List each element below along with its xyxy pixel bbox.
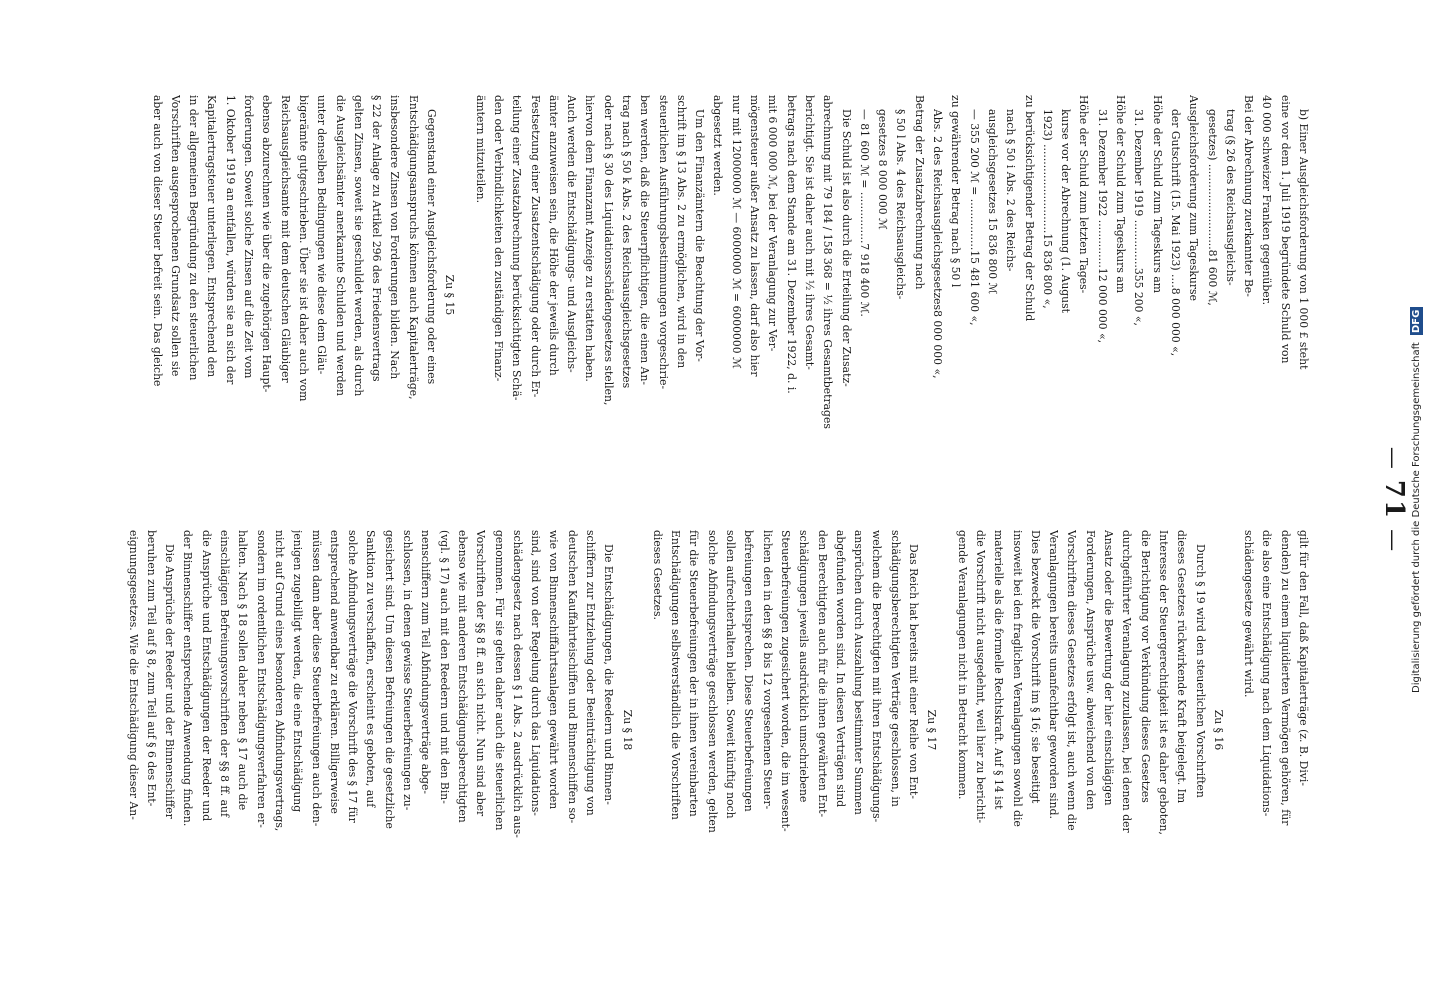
text-line xyxy=(855,95,873,495)
section-heading: Zu § 16 xyxy=(1211,709,1225,751)
text-line: gende Veranlagungen nicht in Betracht kommen. xyxy=(955,530,969,800)
text-line xyxy=(1227,530,1239,930)
text-line: durchgeführter Veranlagung zuzulassen, bei denen der xyxy=(1120,530,1134,833)
text-line: bigerämte gutgeschrieben. Über sie ist daher auch vom xyxy=(296,95,310,402)
line-label: 31. Dezember 1922 .............. xyxy=(1095,109,1109,268)
text-line: beruhen zum Teil auf § 8, zum Teil auf § 6 des Ent- xyxy=(144,530,158,807)
text-line xyxy=(1038,95,1056,495)
text-line: die Berichtigung vor Verkündung dieses Gesetzes xyxy=(1138,530,1152,803)
text-line: Entschädigungsanspruchs können auch Kapitalerträge, xyxy=(406,95,420,400)
text-line xyxy=(1166,95,1184,495)
text-line: die also eine Entschädigung nach dem Liquidations- xyxy=(1260,530,1274,817)
text-line: (vgl. § 17) auch mit den Reedern und mit den Bin- xyxy=(437,530,451,804)
text-line: Forderungen, Ansprüche usw. abweichend von den xyxy=(1083,530,1097,810)
text-line: 1. Oktober 1919 an entfallen, würden sie an sich der xyxy=(223,95,237,385)
digitization-credit xyxy=(1410,60,1428,940)
line-label: 1923) .......................... xyxy=(1040,109,1054,234)
text-line: befreiungen entsprechen. Diese Steuerbefreiungen xyxy=(742,530,756,812)
text-line: kurse vor der Abrechnung (1. August xyxy=(1059,109,1073,314)
text-line: nur mit 12000000 ℳ — 6000000 ℳ = 6000000 ℳ xyxy=(729,95,743,369)
text-line: welchem die Berechtigten mit ihren Entschädigungs- xyxy=(870,530,884,823)
text-line: ebenso abzurechnen wie über die zugehörigen Haupt- xyxy=(260,95,274,393)
text-line: ausgleichsgesetzes 15 836 800 ℳ xyxy=(985,109,999,295)
text-line: für die Steuerbefreiungen der in ihnen vereinbarten xyxy=(687,530,701,817)
line-label: gesetzes) ......................... xyxy=(1205,109,1219,250)
section-heading: Zu § 15 xyxy=(443,274,457,316)
text-line: nach § 50 i Abs. 2 des Reichs- xyxy=(1004,109,1018,272)
text-line: in der allgemeinen Begründung zu den steuerlichen xyxy=(187,95,201,381)
text-line: Sanktion zu verschaffen, erscheint es geboten, auf xyxy=(364,530,378,808)
text-line: Interesse der Steuergerechtigkeit ist es daher geboten, xyxy=(1156,530,1170,835)
text-line: zu berücksichtigender Betrag der Schuld xyxy=(1022,95,1036,322)
text-line: zu gewährender Betrag nach § 50 l xyxy=(949,95,963,288)
text-line: teilung einer Zusatzabrechnung berücksichtigten Schä- xyxy=(510,95,524,401)
text-line: Festsetzung einer Zusatzentschädigung oder durch Er- xyxy=(528,95,542,398)
text-line: Die Ansprüche der Reeder und der Binnenschiffer xyxy=(163,544,177,819)
text-line: jenigen zugebilligt werden, die eine Entschädigung xyxy=(291,530,305,813)
text-line: Dies bezweckt die Vorschrift im § 16; sie beseitigt xyxy=(1028,530,1042,804)
text-line: ben werden, daß die Steuerpflichtigen, die einen An- xyxy=(638,95,652,386)
text-line: Vorschriften der §§ 8 ff. an sich nicht. Nun sind aber xyxy=(474,530,488,817)
text-line: insoweit bei den fraglichen Veranlagungen sowohl die xyxy=(1010,530,1024,827)
text-line: den oder Verbindlichkeiten den zuständigen Finanz- xyxy=(491,95,505,382)
text-line: die Ausgleichsämter anerkannte Schulden und werden xyxy=(333,95,347,397)
text-line: trag (§ 26 des Reichsausgleichs- xyxy=(1223,109,1237,286)
text-line: Höhe der Schuld zum Tageskurs am xyxy=(1114,95,1128,293)
text-line: Vorschriften dieses Gesetzes erfolgt ist, auch wenn die xyxy=(1065,530,1079,831)
line-amount: 8 000 000 «, xyxy=(1168,287,1182,357)
text-line: eignungsgesetzes. Wie die Entschädigung dieser An- xyxy=(126,530,140,820)
text-line: abgefunden worden sind. In diesen Verträgen sind xyxy=(833,530,847,808)
text-line: oder nach § 30 des Liquidationsschädengesetzes stellen, xyxy=(601,95,615,406)
line-label: 31. Dezember 1919 .............. xyxy=(1132,109,1146,268)
text-line: gelten Zinsen, soweit sie geschuldet werden, als durch xyxy=(351,95,365,397)
text-line: schrift im § 13 Abs. 2 zu ermöglichen, wird in den xyxy=(674,95,688,369)
text-line: betrags nach dem Stande am 31. Dezember 1922, d. i. xyxy=(784,95,798,394)
text-line: schädigungsberechtigten Verträge geschlossen, in xyxy=(888,530,902,807)
text-line: Höhe der Schuld zum letzten Tages- xyxy=(1077,95,1091,294)
text-line: müssen dann aber diese Steuerbefreiungen auch den- xyxy=(309,530,323,827)
text-line: gilt für den Fall, daß Kapitalerträge (z. B. Divi- xyxy=(1297,530,1310,786)
text-line: Ansatz oder die Bewertung der hier einschlägigen xyxy=(1102,530,1116,806)
text-line: Betrag der Zusatzabrechnung nach xyxy=(912,95,926,290)
text-line: mit 6 000 000 ℳ, bei der Veranlagung zur Ver- xyxy=(766,95,780,352)
text-line: schädengesetz nach dessen § 1 Abs. 2 ausdrücklich aus- xyxy=(510,530,524,838)
text-line: der Binnenschiffer entsprechende Anwendung finden. xyxy=(181,530,195,827)
text-line: Das Reich hat bereits mit einer Reihe von Ent- xyxy=(907,544,921,800)
line-label: der Gutschrift (15. Mai 1923) .... xyxy=(1168,109,1182,288)
line-label: — 355 200 ℳ = ............... xyxy=(967,109,981,251)
text-line: aber auch von dieser Steuer befreit sein. Das gleiche xyxy=(150,95,164,387)
text-line: halten. Nach § 18 sollen daher neben § 17 auch die xyxy=(236,530,250,811)
text-line xyxy=(928,95,946,495)
line-amount: 12 000 000 «, xyxy=(1095,267,1109,344)
text-line: Steuerbefreiungen zugesichert worden, die im wesent- xyxy=(778,530,792,832)
text-line: Durch § 19 wird den steuerlichen Vorschriften xyxy=(1193,544,1207,798)
text-line: ämter anzuweisen sein, die Höhe der jeweils durch xyxy=(546,95,560,376)
text-line: nicht auf Grund eines besonderen Abfindungsvertrags, xyxy=(272,530,286,832)
text-line: Die Entschädigungen, die Reedern und Binnen- xyxy=(602,544,616,805)
line-label: Abs. 2 des Reichsausgleichsgesetzes xyxy=(931,109,945,311)
text-line: die Vorschrift nicht ausgedehnt, weil hier zu berichti- xyxy=(973,530,987,824)
text-line: Entschädigungen selbstverständlich die Vorschriften xyxy=(669,530,683,820)
text-line: genommen. Für sie gelten daher auch die steuerlichen xyxy=(492,530,506,831)
text-line: schädigungen jeweils ausdrücklich umschriebene xyxy=(797,530,811,803)
text-line: entsprechend anwendbar zu erklären. Billigerweise xyxy=(327,530,341,814)
text-line: Gegenstand einer Ausgleichsforderung oder eines xyxy=(425,109,439,385)
text-line: eine vor dem 1. Juli 1919 begründete Schuld von xyxy=(1278,95,1292,364)
line-amount: 15 836 800 «, xyxy=(1040,233,1054,309)
text-line: abgesetzt werden. xyxy=(711,95,725,196)
text-line xyxy=(1202,95,1220,495)
text-line: den Berechtigten auch für die ihnen gewährten Ent- xyxy=(815,530,829,818)
text-line: forderungen. Soweit solche Zinsen auf die Zeit vom xyxy=(242,95,256,379)
line-amount: 15 481 600 «, xyxy=(967,250,981,326)
text-line: sondern im ordentlichen Entschädigungsverfahren er- xyxy=(254,530,268,828)
text-line: § 50 l Abs. 4 des Reichsausgleichs- xyxy=(894,109,908,300)
column-left xyxy=(147,95,1312,495)
text-line: Vorschriften ausgesprochenen Grundsatz sollen sie xyxy=(168,95,182,377)
text-line: einschlägigen Befreiungsvorschriften der §§ 8 ff. auf xyxy=(218,530,232,817)
text-line: schlossen, in denen gewisse Steuerbefreiungen zu- xyxy=(401,530,415,811)
page-number: — 71 — xyxy=(1379,446,1409,554)
text-line xyxy=(636,530,648,930)
text-line: trag nach § 50 k Abs. 2 des Reichsausgleichsgesetzes xyxy=(620,95,634,389)
text-line: sind, sind von der Regelung durch das Liquidations- xyxy=(529,530,543,816)
line-amount: 7 918 400 ℳ. xyxy=(857,243,871,317)
text-line: b) Einer Ausgleichsforderung von 1 000 £ steht xyxy=(1297,109,1310,370)
text-line: Kapitalertragsteuer unterliegen. Entsprechend den xyxy=(205,95,219,378)
text-line: dieses Gesetzes rückwirkende Kraft beigelegt. Im xyxy=(1175,530,1189,804)
text-line: materielle als die formelle Rechtskraft. Auf § 14 ist xyxy=(992,530,1006,810)
text-line: ämtern mitzuteilen. xyxy=(473,95,487,204)
text-line: abrechnung mit 79 184 / 158 368 = ½ ihres Gesamtbetrages xyxy=(821,95,835,429)
section-heading: Zu § 17 xyxy=(925,709,939,751)
text-line: solche Abfindungsverträge die Vorschrift des § 17 für xyxy=(346,530,360,823)
text-line: insbesondere Zinsen von Forderungen bilden. Nach xyxy=(388,95,402,380)
text-line: sollen aufrechterhalten bleiben. Soweit künftig noch xyxy=(724,530,738,819)
text-line: lichen den in den §§ 8 bis 12 vorgesehenen Steuer- xyxy=(760,530,774,810)
text-line: Reichsausgleichsamte mit dem deutschen Gläubiger xyxy=(278,95,292,383)
text-line xyxy=(1092,95,1110,495)
text-line: Ausgleichsforderung zum Tageskurse xyxy=(1187,95,1201,301)
line-label: — 81 600 ℳ = ............... xyxy=(857,109,871,244)
section-heading: Zu § 18 xyxy=(620,709,634,751)
text-line: Höhe der Schuld zum Tageskurs am xyxy=(1150,95,1164,293)
text-line: mögensteuer außer Ansatz zu lassen, darf also hier xyxy=(748,95,762,377)
line-amount: 8 000 000 «, xyxy=(931,310,945,379)
text-line xyxy=(458,95,470,495)
column-right xyxy=(123,530,1312,930)
credit-text: Digitalisierung gefördert durch die Deutsche Forschungsgemeinschaft xyxy=(1411,341,1422,693)
text-line: Um den Finanzämtern die Beachtung der Vor- xyxy=(693,109,707,362)
text-line: dieses Gesetzes. xyxy=(650,530,664,620)
text-line: nenschiffern zum Teil Abfindungsverträge abge- xyxy=(419,530,433,795)
text-line: die Ansprüche und Entschädigungen der Reeder und xyxy=(199,530,213,822)
text-line: unter denselben Bedingungen wie diese dem Gläu- xyxy=(315,95,329,375)
text-line: ebenso wie mit anderen Entschädigungsberechtigten xyxy=(455,530,469,823)
text-line: § 22 der Anlage zu Artikel 296 des Friedensvertrags xyxy=(370,95,384,382)
text-line: berichtigt. Sie ist daher auch mit ½ ihres Gesamt- xyxy=(802,95,816,370)
line-amount: 81 600 ℳ, xyxy=(1205,249,1219,306)
text-line: Veranlagungen bereits unanfechtbar geworden sind. xyxy=(1047,530,1061,819)
text-line xyxy=(964,95,982,495)
text-line xyxy=(1129,95,1147,495)
text-line: wie von Binnenschiffahrtsanlagen gewährt worden xyxy=(547,530,561,810)
text-line: steuerlichen Ausführungsbestimmungen vorgeschrie- xyxy=(656,95,670,390)
text-line: Bei der Abrechnung zuerkannter Be- xyxy=(1242,95,1256,297)
text-line: 40 000 schweizer Franken gegenüber. xyxy=(1260,95,1274,306)
text-line: gesichert sind. Um diesen Befreiungen die gesetzliche xyxy=(382,530,396,829)
text-line: denden) zu einem liquidierten Vermögen gehören, für xyxy=(1278,530,1292,826)
line-amount: 355 200 «, xyxy=(1132,267,1146,326)
text-line: schädengesetze gewährt wird. xyxy=(1242,530,1256,698)
text-line: solche Abfindungsverträge geschlossen werden, gelten xyxy=(705,530,719,833)
text-line: hiervon dem Finanzamt Anzeige zu erstatten haben. xyxy=(583,95,597,382)
text-line: Auch werden die Entschädigungs- und Ausgleichs- xyxy=(565,95,579,373)
text-line xyxy=(940,530,952,930)
text-line: gesetzes 8 000 000 ℳ xyxy=(876,109,890,230)
text-line: schiffern zur Entziehung oder Beeinträchtigung von xyxy=(584,530,598,816)
text-line: ansprüchen durch Auszahlung bestimmter Summen xyxy=(852,530,866,815)
text-line: deutschen Kauffahrteischiffen und Binnenschiffen so- xyxy=(565,530,579,824)
dfg-logo: DFG xyxy=(1411,309,1422,333)
text-line: Die Schuld ist also durch die Erteilung der Zusatz- xyxy=(839,109,853,387)
